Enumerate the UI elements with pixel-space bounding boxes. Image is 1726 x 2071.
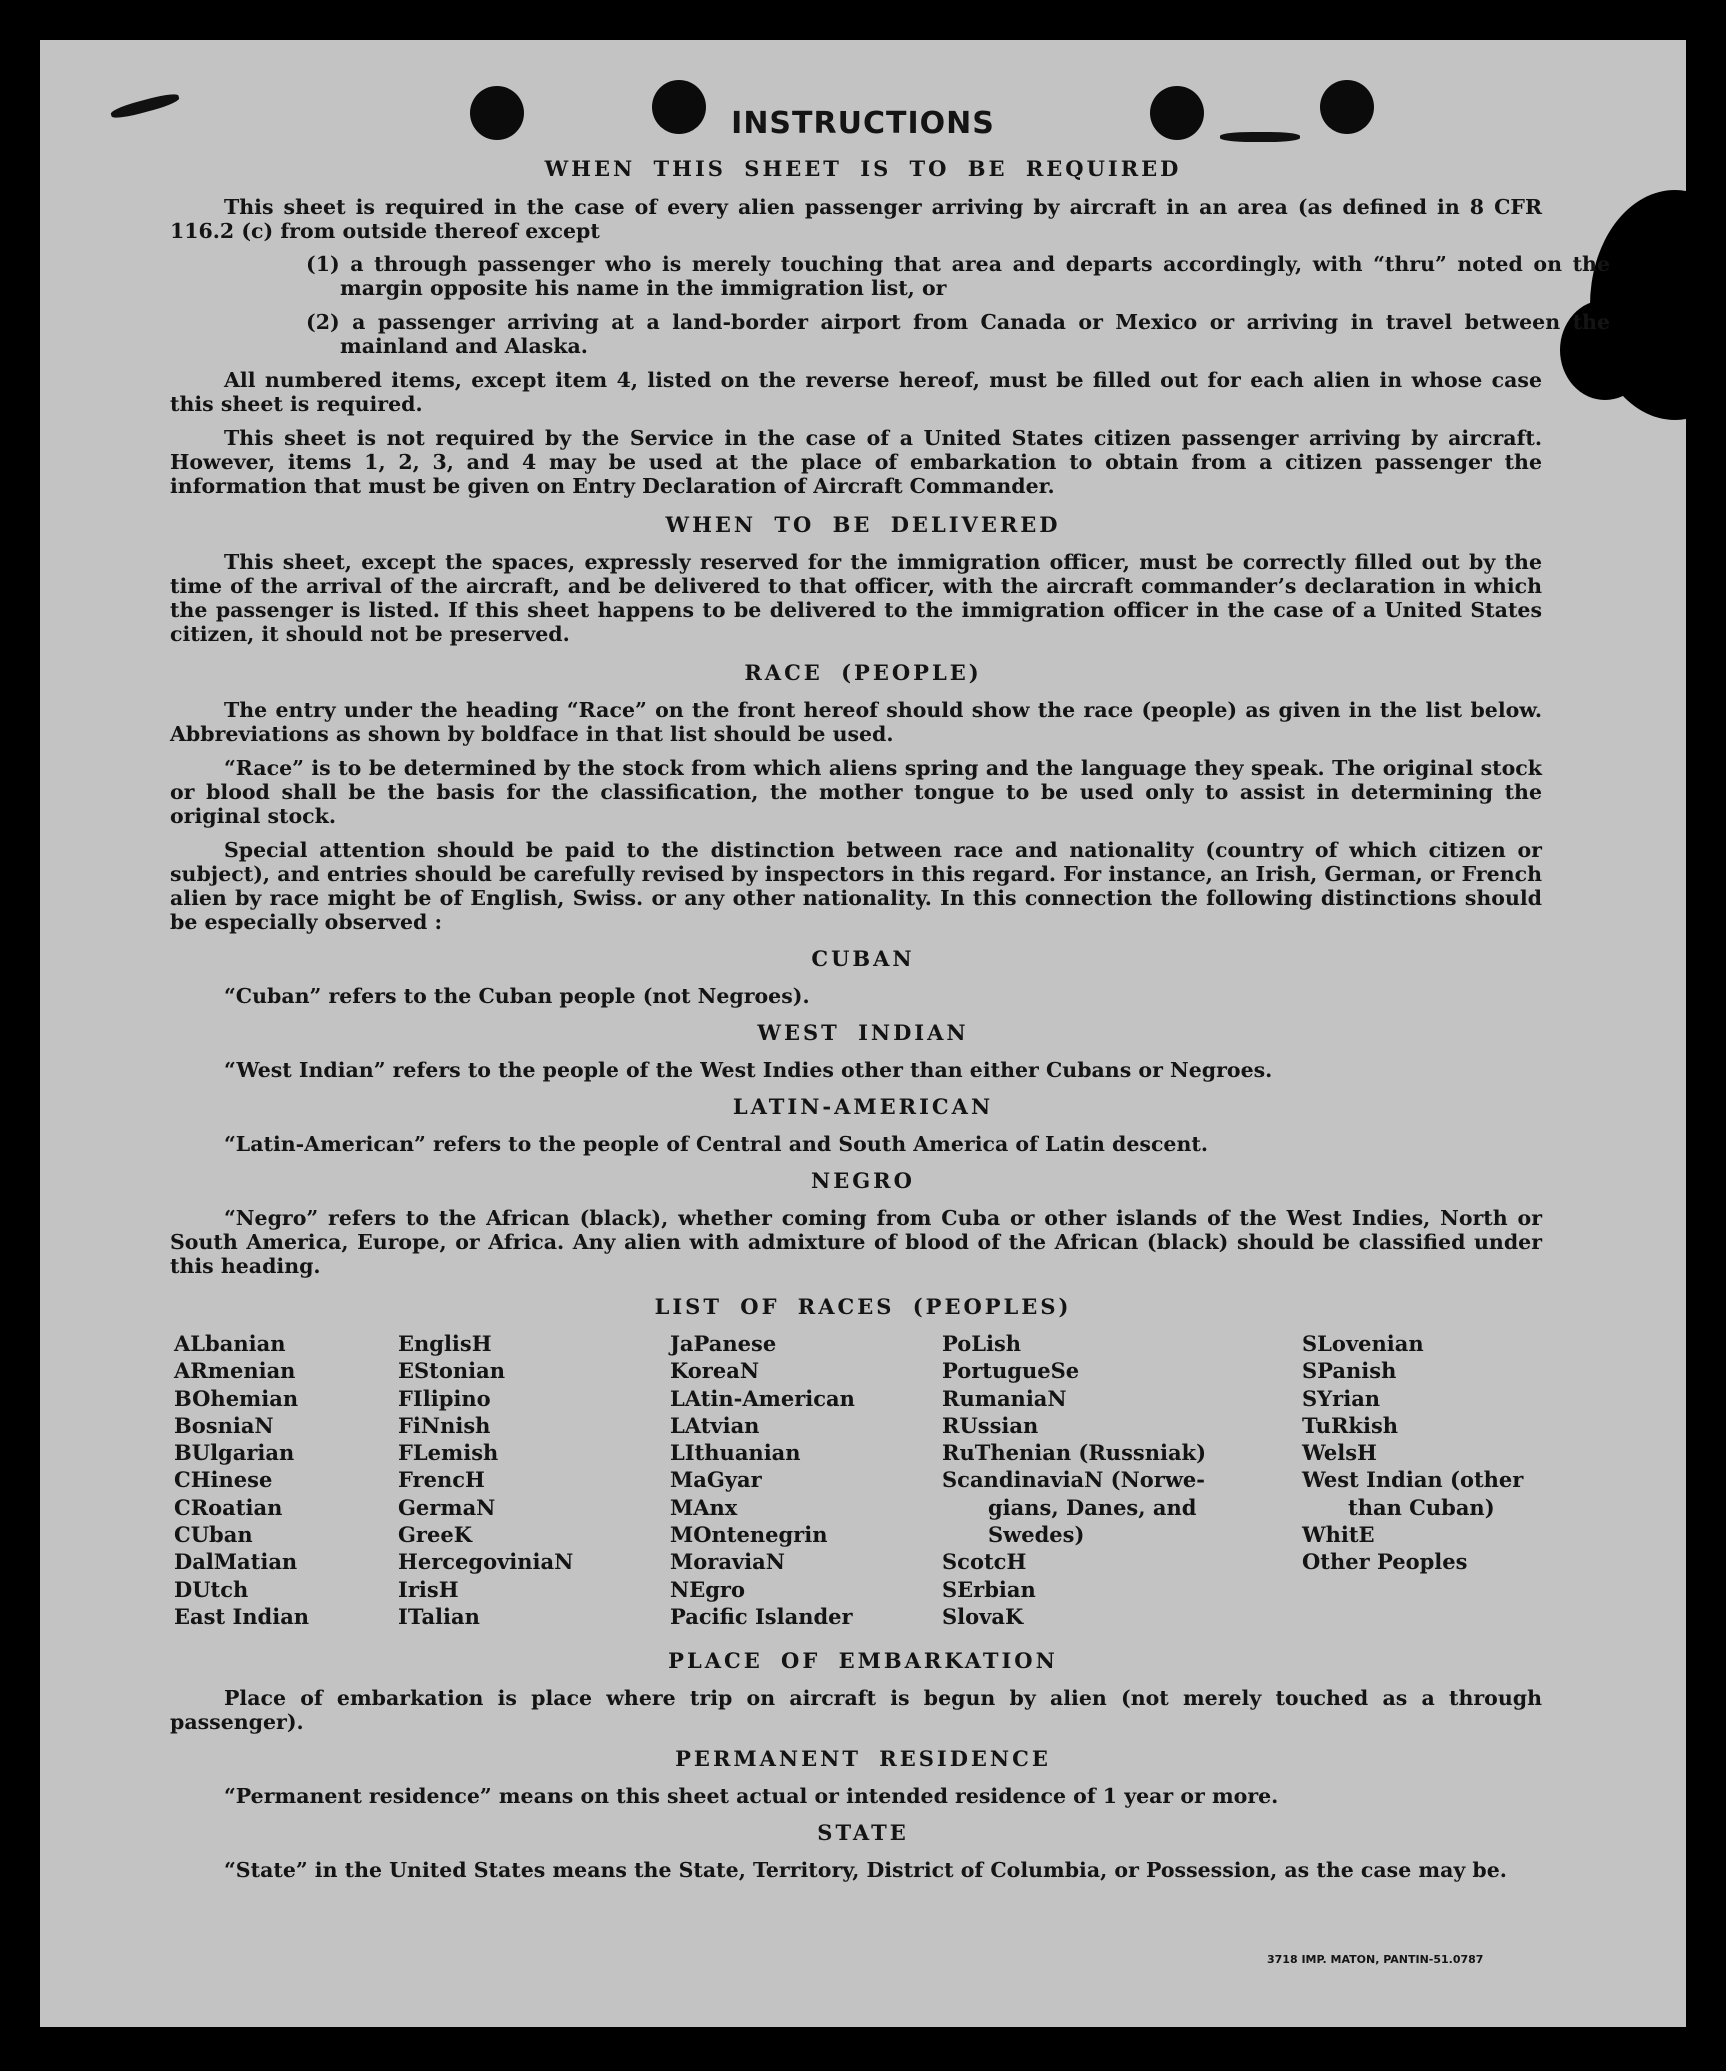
races-column-1	[174, 1330, 309, 1630]
race-item: BOhemian	[174, 1385, 299, 1411]
para-west-indian: “West Indian” refers to the people of the West Indies other than either Cubans or Negroes.	[224, 1058, 1273, 1082]
race-item: WelsH	[1302, 1440, 1377, 1466]
heading-race: RACE (PEOPLE)	[744, 660, 982, 685]
races-column-2	[398, 1330, 573, 1630]
race-item: FLemish	[398, 1440, 499, 1466]
heading-negro: NEGRO	[811, 1168, 915, 1193]
race-item: SPanish	[1302, 1358, 1397, 1384]
race-item: LIthuanian	[670, 1440, 801, 1466]
race-item: SlovaK	[942, 1603, 1024, 1629]
race-item: EnglisH	[398, 1331, 492, 1356]
race-item: West Indian (other	[1302, 1467, 1524, 1493]
race-item: IrisH	[398, 1576, 459, 1602]
race-item: BUlgarian	[174, 1440, 295, 1466]
race-item: ITalian	[398, 1603, 480, 1629]
para-negro: “Negro” refers to the African (black), whether coming from Cuba or other islands of the West Indies, North or South America, Europe, or Africa. Any alien with admixture of blood of the African (black) should be classified under this heading.	[170, 1206, 1542, 1278]
race-item: BosniaN	[174, 1412, 274, 1438]
para-cuban: “Cuban” refers to the Cuban people (not Negroes).	[224, 984, 810, 1008]
race-item-continued: gians, Danes, and	[988, 1494, 1197, 1520]
race-item: LAtin-American	[670, 1385, 855, 1411]
heading-required: WHEN THIS SHEET IS TO BE REQUIRED	[544, 156, 1182, 181]
race-item: RUssian	[942, 1412, 1039, 1438]
para-residence: “Permanent residence” means on this sheet actual or intended residence of 1 year or more.	[224, 1784, 1279, 1808]
heading-delivered: WHEN TO BE DELIVERED	[665, 512, 1061, 537]
race-item: WhitE	[1302, 1522, 1375, 1548]
race-item: MAnx	[670, 1494, 738, 1520]
race-item: FIlipino	[398, 1385, 491, 1411]
race-item: Pacific Islander	[670, 1603, 853, 1629]
race-item: HercegoviniaN	[398, 1549, 574, 1575]
para-numbered-items: All numbered items, except item 4, listed on the reverse hereof, must be filled out for each alien in whose case this sheet is required.	[170, 368, 1542, 416]
para-embarkation: Place of embarkation is place where trip on aircraft is begun by alien (not merely touched as a through passenger).	[170, 1686, 1542, 1734]
race-item: SYrian	[1302, 1385, 1381, 1411]
race-item: TuRkish	[1302, 1412, 1399, 1438]
heading-west-indian: WEST INDIAN	[757, 1020, 969, 1045]
race-item: ALbanian	[174, 1331, 286, 1356]
race-item: PoLish	[942, 1331, 1022, 1356]
race-item: ScandinaviaN (Norwe-	[942, 1467, 1206, 1493]
printer-imprint: 3718 IMP. MATON, PANTIN-51.0787	[1267, 1953, 1484, 1966]
race-item: ARmenian	[174, 1358, 296, 1384]
heading-state: STATE	[817, 1820, 909, 1845]
race-item: CRoatian	[174, 1494, 283, 1520]
race-item: EStonian	[398, 1358, 505, 1384]
item-2: (2) a passenger arriving at a land-border airport from Canada or Mexico or arriving in travel between the mainland and Alaska.	[306, 310, 1610, 358]
race-item: MoraviaN	[670, 1549, 785, 1575]
para-race-1: The entry under the heading “Race” on the front hereof should show the race (people) as given in the list below. Abbreviations as shown by boldface in that list should be used.	[170, 698, 1542, 746]
race-item: GermaN	[398, 1494, 496, 1520]
races-column-5	[1302, 1330, 1523, 1576]
races-column-3	[670, 1330, 855, 1630]
race-item: SErbian	[942, 1576, 1036, 1602]
para-delivered: This sheet, except the spaces, expressly reserved for the immigration officer, must be correctly filled out by the time of the arrival of the aircraft, and be delivered to that officer, with the aircraft commander’s declaration in which the passenger is listed. If this sheet happens to be delivered to the immigration officer in the case of a United States citizen, it should not be preserved.	[170, 550, 1542, 646]
item-1: (1) a through passenger who is merely touching that area and departs accordingly, with “thru” noted on the margin opposite his name in the immigration list, or	[306, 252, 1610, 300]
page-title: INSTRUCTIONS	[731, 106, 995, 141]
race-item: Other Peoples	[1302, 1549, 1468, 1575]
para-required-intro: This sheet is required in the case of every alien passenger arriving by aircraft in an area (as defined in 8 CFR 116.2 (c) from outside thereof except	[170, 195, 1542, 243]
race-item: CHinese	[174, 1467, 273, 1493]
race-item: DalMatian	[174, 1549, 298, 1575]
race-item-continued: than Cuban)	[1348, 1494, 1495, 1520]
races-column-4	[942, 1330, 1206, 1630]
race-item: FrencH	[398, 1467, 485, 1493]
race-item: SLovenian	[1302, 1331, 1424, 1356]
heading-embarkation: PLACE OF EMBARKATION	[668, 1648, 1058, 1673]
race-item: MOntenegrin	[670, 1522, 828, 1548]
para-state: “State” in the United States means the State, Territory, District of Columbia, or Possession, as the case may be.	[224, 1858, 1507, 1882]
race-item-continued: Swedes)	[988, 1522, 1085, 1548]
race-item: ScotcH	[942, 1549, 1027, 1575]
race-item: GreeK	[398, 1522, 472, 1548]
para-citizen: This sheet is not required by the Service in the case of a United States citizen passenger arriving by aircraft. However, items 1, 2, 3, and 4 may be used at the place of embarkation to obtain from a citizen passenger the information that must be given on Entry Declaration of Aircraft Commander.	[170, 426, 1542, 498]
para-latin-american: “Latin-American” refers to the people of Central and South America of Latin descent.	[224, 1132, 1208, 1156]
race-item: RuThenian (Russniak)	[942, 1440, 1207, 1466]
heading-latin-american: LATIN-AMERICAN	[732, 1094, 994, 1119]
document-page	[40, 40, 1686, 2027]
race-item: NEgro	[670, 1576, 745, 1602]
race-item: JaPanese	[670, 1331, 777, 1356]
race-item: DUtch	[174, 1576, 249, 1602]
race-item: East Indian	[174, 1603, 310, 1629]
race-item: KoreaN	[670, 1358, 760, 1384]
race-item: RumaniaN	[942, 1385, 1067, 1411]
heading-residence: PERMANENT RESIDENCE	[675, 1746, 1051, 1771]
para-race-3: Special attention should be paid to the distinction between race and nationality (country of which citizen or subject), and entries should be carefully revised by inspectors in this regard. For instance, an Irish, German, or French alien by race might be of English, Swiss. or any other nationality. In this connection the following distinctions should be especially observed :	[170, 838, 1542, 934]
para-race-2: “Race” is to be determined by the stock from which aliens spring and the language they speak. The original stock or blood shall be the basis for the classification, the mother tongue to be used only to assist in determining the original stock.	[170, 756, 1542, 828]
heading-cuban: CUBAN	[811, 946, 915, 971]
race-item: CUban	[174, 1522, 253, 1548]
race-item: MaGyar	[670, 1467, 762, 1493]
heading-races-list: LIST OF RACES (PEOPLES)	[654, 1294, 1072, 1319]
race-item: PortugueSe	[942, 1358, 1080, 1384]
race-item: LAtvian	[670, 1412, 760, 1438]
race-item: FiNnish	[398, 1412, 491, 1438]
